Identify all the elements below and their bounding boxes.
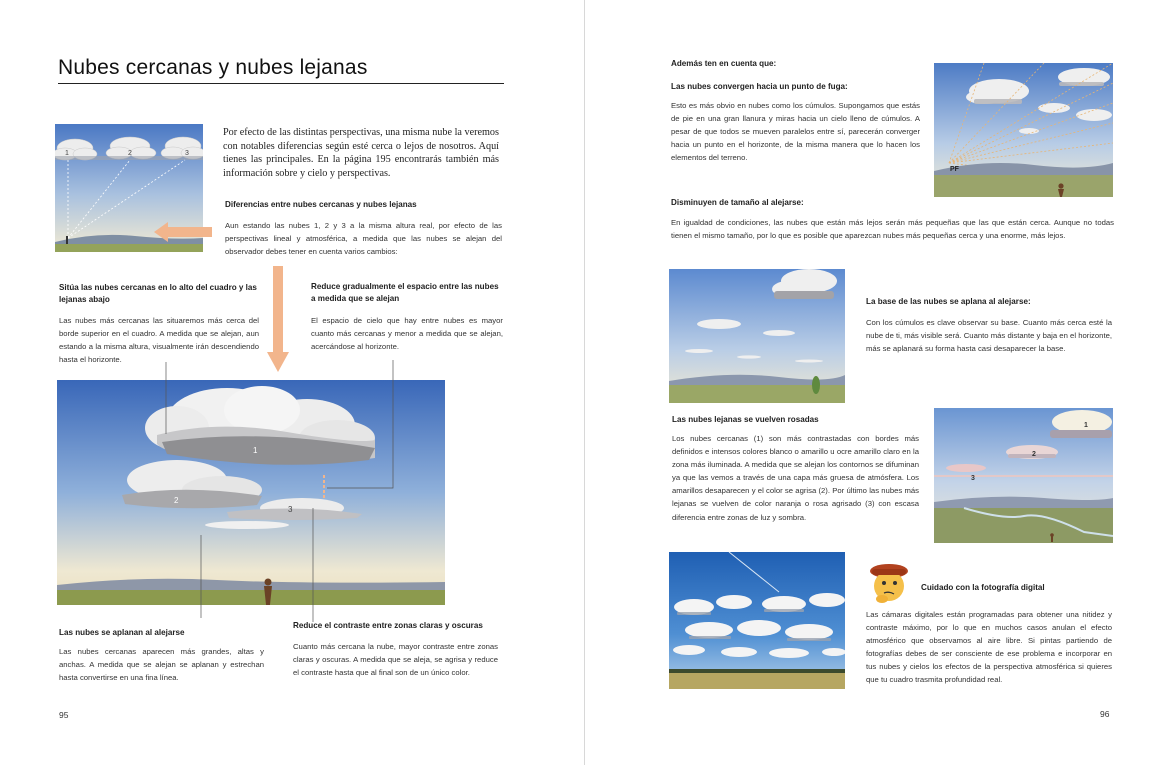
top-body: Las nubes más cercanas las situaremos más cerca del borde superior en el cuadro. A medida que se alejan, aun estando a la misma altura, visualmente irán descendiendo hasta el horizonte. bbox=[59, 316, 259, 365]
small-fig-label-2: 2 bbox=[128, 150, 132, 157]
thinking-face-icon bbox=[866, 561, 912, 607]
page-title: Nubes cercanas y nubes lejanas bbox=[58, 56, 368, 79]
contrast-heading: Reduce el contraste entre zonas claras y oscuras bbox=[293, 621, 483, 630]
diff-body: Aun estando las nubes 1, 2 y 3 a la misma altura real, por efecto de las perspectivas lineal y atmosférica, a medida que las nubes se alejan del observador debes tener en cuenta varios cambios: bbox=[225, 221, 502, 257]
diff-heading: Diferencias entre nubes cercanas y nubes lejanas bbox=[225, 200, 417, 209]
left-pointing-arrow bbox=[154, 222, 212, 242]
photo-heading: Cuidado con la fotografía digital bbox=[921, 583, 1045, 592]
leader-lines bbox=[57, 360, 407, 622]
converge-body: Esto es más obvio en nubes como los cúmulos. Supongamos que estás de pie en una gran llanura y miras hacia un cielo lleno de cúmulos. A pesar de que todos se mueven paralelos entre sí, parecerán converger hacia un punto en el horizonte, de la misma manera que lo hacen los elementos del terreno. bbox=[671, 101, 920, 163]
small-fig-label-3: 3 bbox=[185, 150, 189, 157]
space-heading: Reduce gradualmente el espacio entre las nubes a medida que se alejan bbox=[311, 282, 499, 303]
space-body: El espacio de cielo que hay entre nubes es mayor cuanto más cercanas y menor a medida que se alejan, acercándose al horizonte. bbox=[311, 316, 503, 352]
cumulus-photo bbox=[669, 552, 845, 689]
page-number-right: 96 bbox=[1100, 709, 1110, 719]
pink-clouds-figure bbox=[934, 408, 1113, 543]
book-spine bbox=[584, 0, 585, 765]
big-fig-label-2: 2 bbox=[174, 496, 179, 505]
big-fig-label-1: 1 bbox=[253, 446, 258, 455]
pink-body: Los nubes cercanas (1) son más contrastadas con bordes más definidos e intensos colores blanco o amarillo u ocre amarillo claro en la zona más iluminada. A medida que se alejan los contornos se difuminan ya que las vemos a través de una capa más gruesa de atmósfera. Los amarillos desaparecen y el color se agrisa (2). Por último las nubes más lejanas se vuelven de color naranja o rosa agrisado (3) con escasa diferencia entre zonas de luz y sombra. bbox=[672, 434, 919, 522]
page-number-left: 95 bbox=[59, 710, 69, 720]
vanishing-point-figure bbox=[934, 63, 1113, 197]
size-body: En igualdad de condiciones, las nubes que están más lejos serán más pequeñas que las que están cerca. Aunque no todas tienen el mismo tamaño, por lo que es posible que aparezcan nubes más pequeñas cerca y una enorme, más lejos. bbox=[671, 218, 1114, 241]
base-heading: La base de las nubes se aplana al alejarse: bbox=[866, 297, 1031, 306]
pink-heading: Las nubes lejanas se vuelven rosadas bbox=[672, 415, 819, 424]
intro-paragraph: Por efecto de las distintas perspectivas, una misma nube la veremos con notables diferencias según esté cerca o lejos de nosotros. Aquí tienes las principales. En la página 195 encontrarás también más información sobre y cielo y perspectivas. bbox=[223, 127, 499, 179]
photo-body: Las cámaras digitales están programadas para obtener una nitidez y contraste máximo, por lo que en muchos casos anulan el efecto atmosférico que observamos al aire libre. Si pintas partiendo de fotografías debes de ser consciente de ese problema e incorporar en tus nubes y cielos los efectos de la perspectiva atmosférica si quieres que tu cuadro trasmita profundidad real. bbox=[866, 610, 1112, 685]
contrast-body: Cuanto más cercana la nube, mayor contraste entre zonas claras y oscuras. A medida que se aleja, se agrisa y reduce el contraste hasta que al final son de un único color. bbox=[293, 642, 498, 678]
also-heading: Además ten en cuenta que: bbox=[671, 59, 777, 68]
flat-body: Las nubes cercanas aparecen más grandes, altas y anchas. A medida que se alejan se aplanan y estrechan hasta convertirse en una fina línea. bbox=[59, 647, 264, 683]
flat-base-figure bbox=[669, 269, 845, 403]
flat-heading: Las nubes se aplanan al alejarse bbox=[59, 628, 185, 637]
big-fig-label-3: 3 bbox=[288, 505, 293, 514]
pink-fig-label-2: 2 bbox=[1032, 451, 1036, 458]
pf-label: PF bbox=[950, 166, 959, 173]
converge-heading: Las nubes convergen hacia un punto de fuga: bbox=[671, 82, 848, 91]
title-underline bbox=[58, 83, 504, 84]
base-body: Con los cúmulos es clave observar su base. Cuanto más cerca esté la nube de ti, más visible será. Cuanto más distante y baja en el horizonte, más se aplanará su forma hasta casi desaparecer la base. bbox=[866, 318, 1112, 354]
pink-fig-label-1: 1 bbox=[1084, 422, 1088, 429]
small-fig-label-1: 1 bbox=[65, 150, 69, 157]
top-heading: Sitúa las nubes cercanas en lo alto del cuadro y las lejanas abajo bbox=[59, 283, 257, 304]
size-heading: Disminuyen de tamaño al alejarse: bbox=[671, 198, 804, 207]
down-pointing-arrow bbox=[267, 266, 289, 372]
pink-fig-label-3: 3 bbox=[971, 475, 975, 482]
